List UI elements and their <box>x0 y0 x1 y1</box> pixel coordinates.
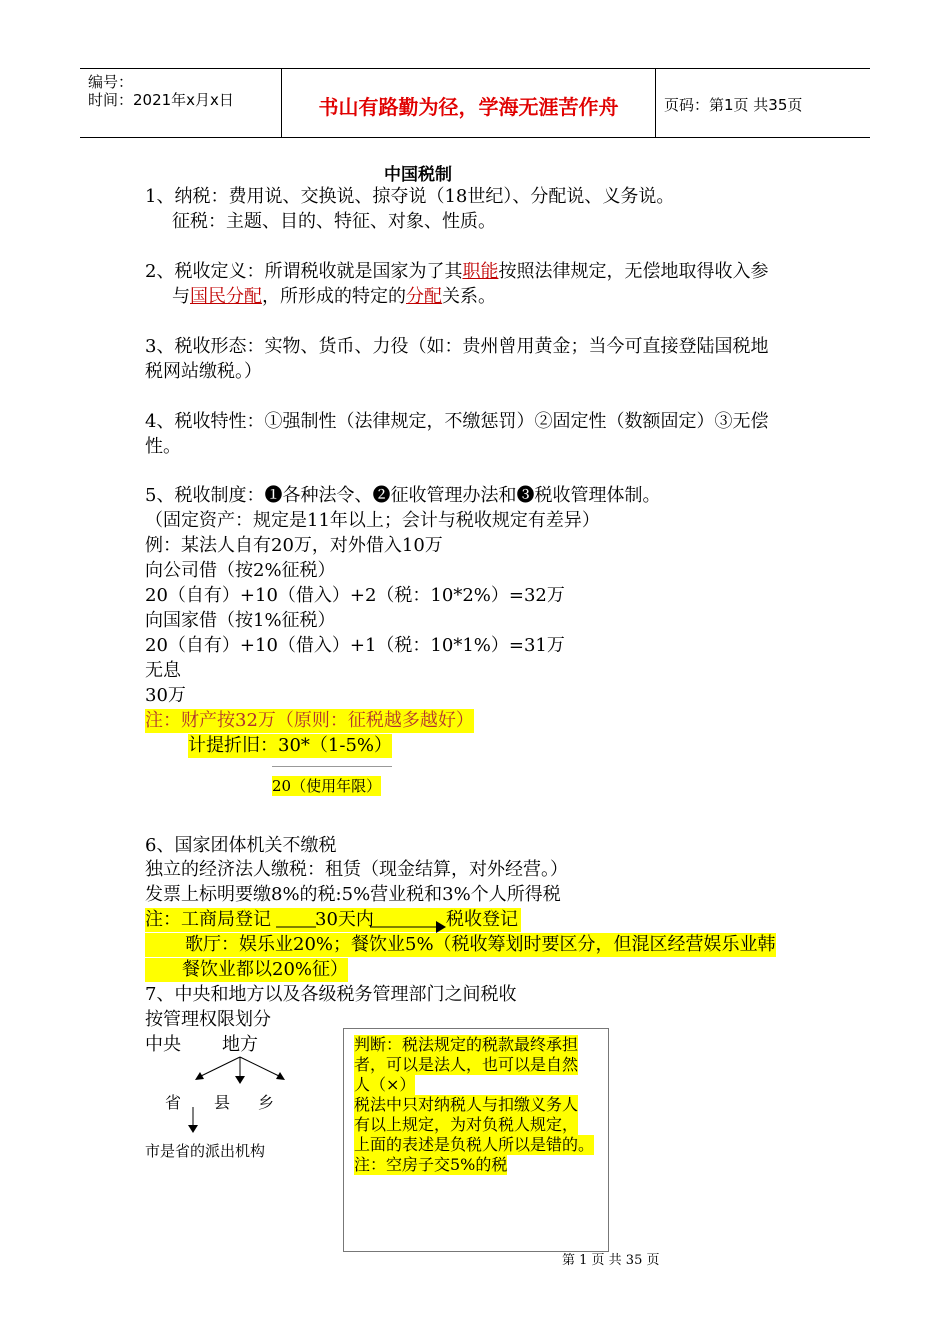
section-1-line-1: 1、纳税：费用说、交换说、掠夺说（18世纪）、分配说、义务说。 <box>145 186 675 207</box>
doc-date-label: 时间：2021年x月x日 <box>88 91 234 109</box>
section-5-line-8: 无息 <box>145 660 181 681</box>
box-line-4: 税法中只对纳税人与扣缴义务人 <box>354 1095 579 1114</box>
section-7-line-1: 7、中央和地方以及各级税务管理部门之间税收 <box>145 984 517 1005</box>
label-county: 县 <box>214 1093 231 1112</box>
section-2-text-cont: 按照法律规定，无偿地取得收入参 <box>498 261 769 282</box>
motto: 书山有路勤为径，学海无涯苦作舟 <box>318 95 619 119</box>
section-1-line-2: 征税：主题、目的、特征、对象、性质。 <box>172 211 496 232</box>
section-2-text-b2: ，所形成的特定的 <box>262 286 406 307</box>
box-line-6: 上面的表述是负税人所以是错的。 <box>354 1135 595 1154</box>
section-2-line-1 <box>145 260 768 284</box>
label-local: 地方 <box>222 1034 258 1055</box>
doc-number-label: 编号： <box>88 73 134 91</box>
section-4-line-2: 性。 <box>145 436 181 457</box>
section-4-line-1: 4、税收特性：①强制性（法律规定，不缴惩罚）②固定性（数额固定）③无偿 <box>145 411 769 432</box>
label-township: 乡 <box>258 1093 275 1112</box>
section-6-line-2: 独立的经济法人缴税：租赁（现金结算，对外经营。） <box>145 859 568 880</box>
section-3-line-2: 税网站缴税。） <box>145 361 262 382</box>
hierarchy-arrows <box>185 1055 295 1135</box>
section-5-line-1: 5、税收制度：❶各种法令、❷征收管理办法和❸税收管理体制。 <box>145 485 661 506</box>
box-line-7: 注：空房子交5%的税 <box>354 1155 508 1174</box>
header-left-cell <box>80 69 280 137</box>
fraction-divider <box>272 766 392 767</box>
document-title: 中国税制 <box>384 165 452 185</box>
section-3-line-1: 3、税收形态：实物、货币、力役（如：贵州曾用黄金；当今可直接登陆国税地 <box>145 336 769 357</box>
note-years: 20（使用年限） <box>272 777 382 795</box>
note-property: 注：财产按32万（原则：征税越多越好） <box>145 710 474 731</box>
page-number-label: 页码：第1页 共35页 <box>664 96 803 114</box>
section-7-line-2: 按管理权限划分 <box>145 1009 271 1030</box>
label-province: 省 <box>165 1093 182 1112</box>
link-zhineng[interactable]: 职能 <box>462 261 499 282</box>
box-line-5: 有以上规定，为对负税人规定， <box>354 1115 579 1134</box>
box-line-3: 人（×） <box>354 1075 416 1094</box>
header-right-cell <box>655 69 870 137</box>
registration-arrow <box>276 920 448 934</box>
page-header <box>80 68 870 138</box>
label-central: 中央 <box>145 1034 181 1055</box>
note-depreciation: 计提折旧：30*（1-5%） <box>188 735 392 756</box>
note-registration-c: 税收登记 <box>446 909 518 930</box>
section-6-line-1: 6、国家团体机关不缴税 <box>145 835 337 856</box>
note-ktv-line-1: 歌厅：娱乐业20%；餐饮业5%（税收筹划时要区分，但混区经营娱乐业韩 <box>145 933 776 957</box>
section-5-line-3: 例：某法人自有20万，对外借入10万 <box>145 535 443 556</box>
section-5-line-9: 30万 <box>145 685 186 706</box>
judgment-note-box <box>343 1028 609 1252</box>
link-guomin-fenpei[interactable]: 国民分配 <box>190 286 262 307</box>
section-5-line-4: 向公司借（按2%征税） <box>145 560 336 581</box>
section-2-text: 2、税收定义：所谓税收就是国家为了其 <box>145 261 463 282</box>
city-note: 市是省的派出机构 <box>145 1142 266 1160</box>
section-2-text-b1: 与 <box>172 286 190 307</box>
section-2-line-2 <box>172 285 496 309</box>
page-footer: 第 1 页 共 35 页 <box>562 1253 660 1268</box>
box-line-1: 判断：税法规定的税款最终承担 <box>354 1035 579 1054</box>
section-5-line-5: 20（自有）+10（借入）+2（税：10*2%）=32万 <box>145 585 565 606</box>
note-registration-days: 30天内 <box>315 909 374 930</box>
note-registration-a: 注：工商局登记 <box>145 909 271 930</box>
section-5-line-6: 向国家借（按1%征税） <box>145 610 336 631</box>
section-5-line-7: 20（自有）+10（借入）+1（税：10*1%）=31万 <box>145 635 565 656</box>
note-ktv-line-2: 餐饮业都以20%征） <box>145 958 348 982</box>
section-2-text-b3: 关系。 <box>442 286 496 307</box>
section-6-line-3: 发票上标明要缴8%的税:5%营业税和3%个人所得税 <box>145 884 561 905</box>
section-5-line-2: （固定资产：规定是11年以上；会计与税收规定有差异） <box>145 510 600 531</box>
box-line-2: 者，可以是法人，也可以是自然 <box>354 1055 579 1074</box>
link-fenpei[interactable]: 分配 <box>406 286 442 307</box>
header-motto-cell <box>281 69 656 137</box>
